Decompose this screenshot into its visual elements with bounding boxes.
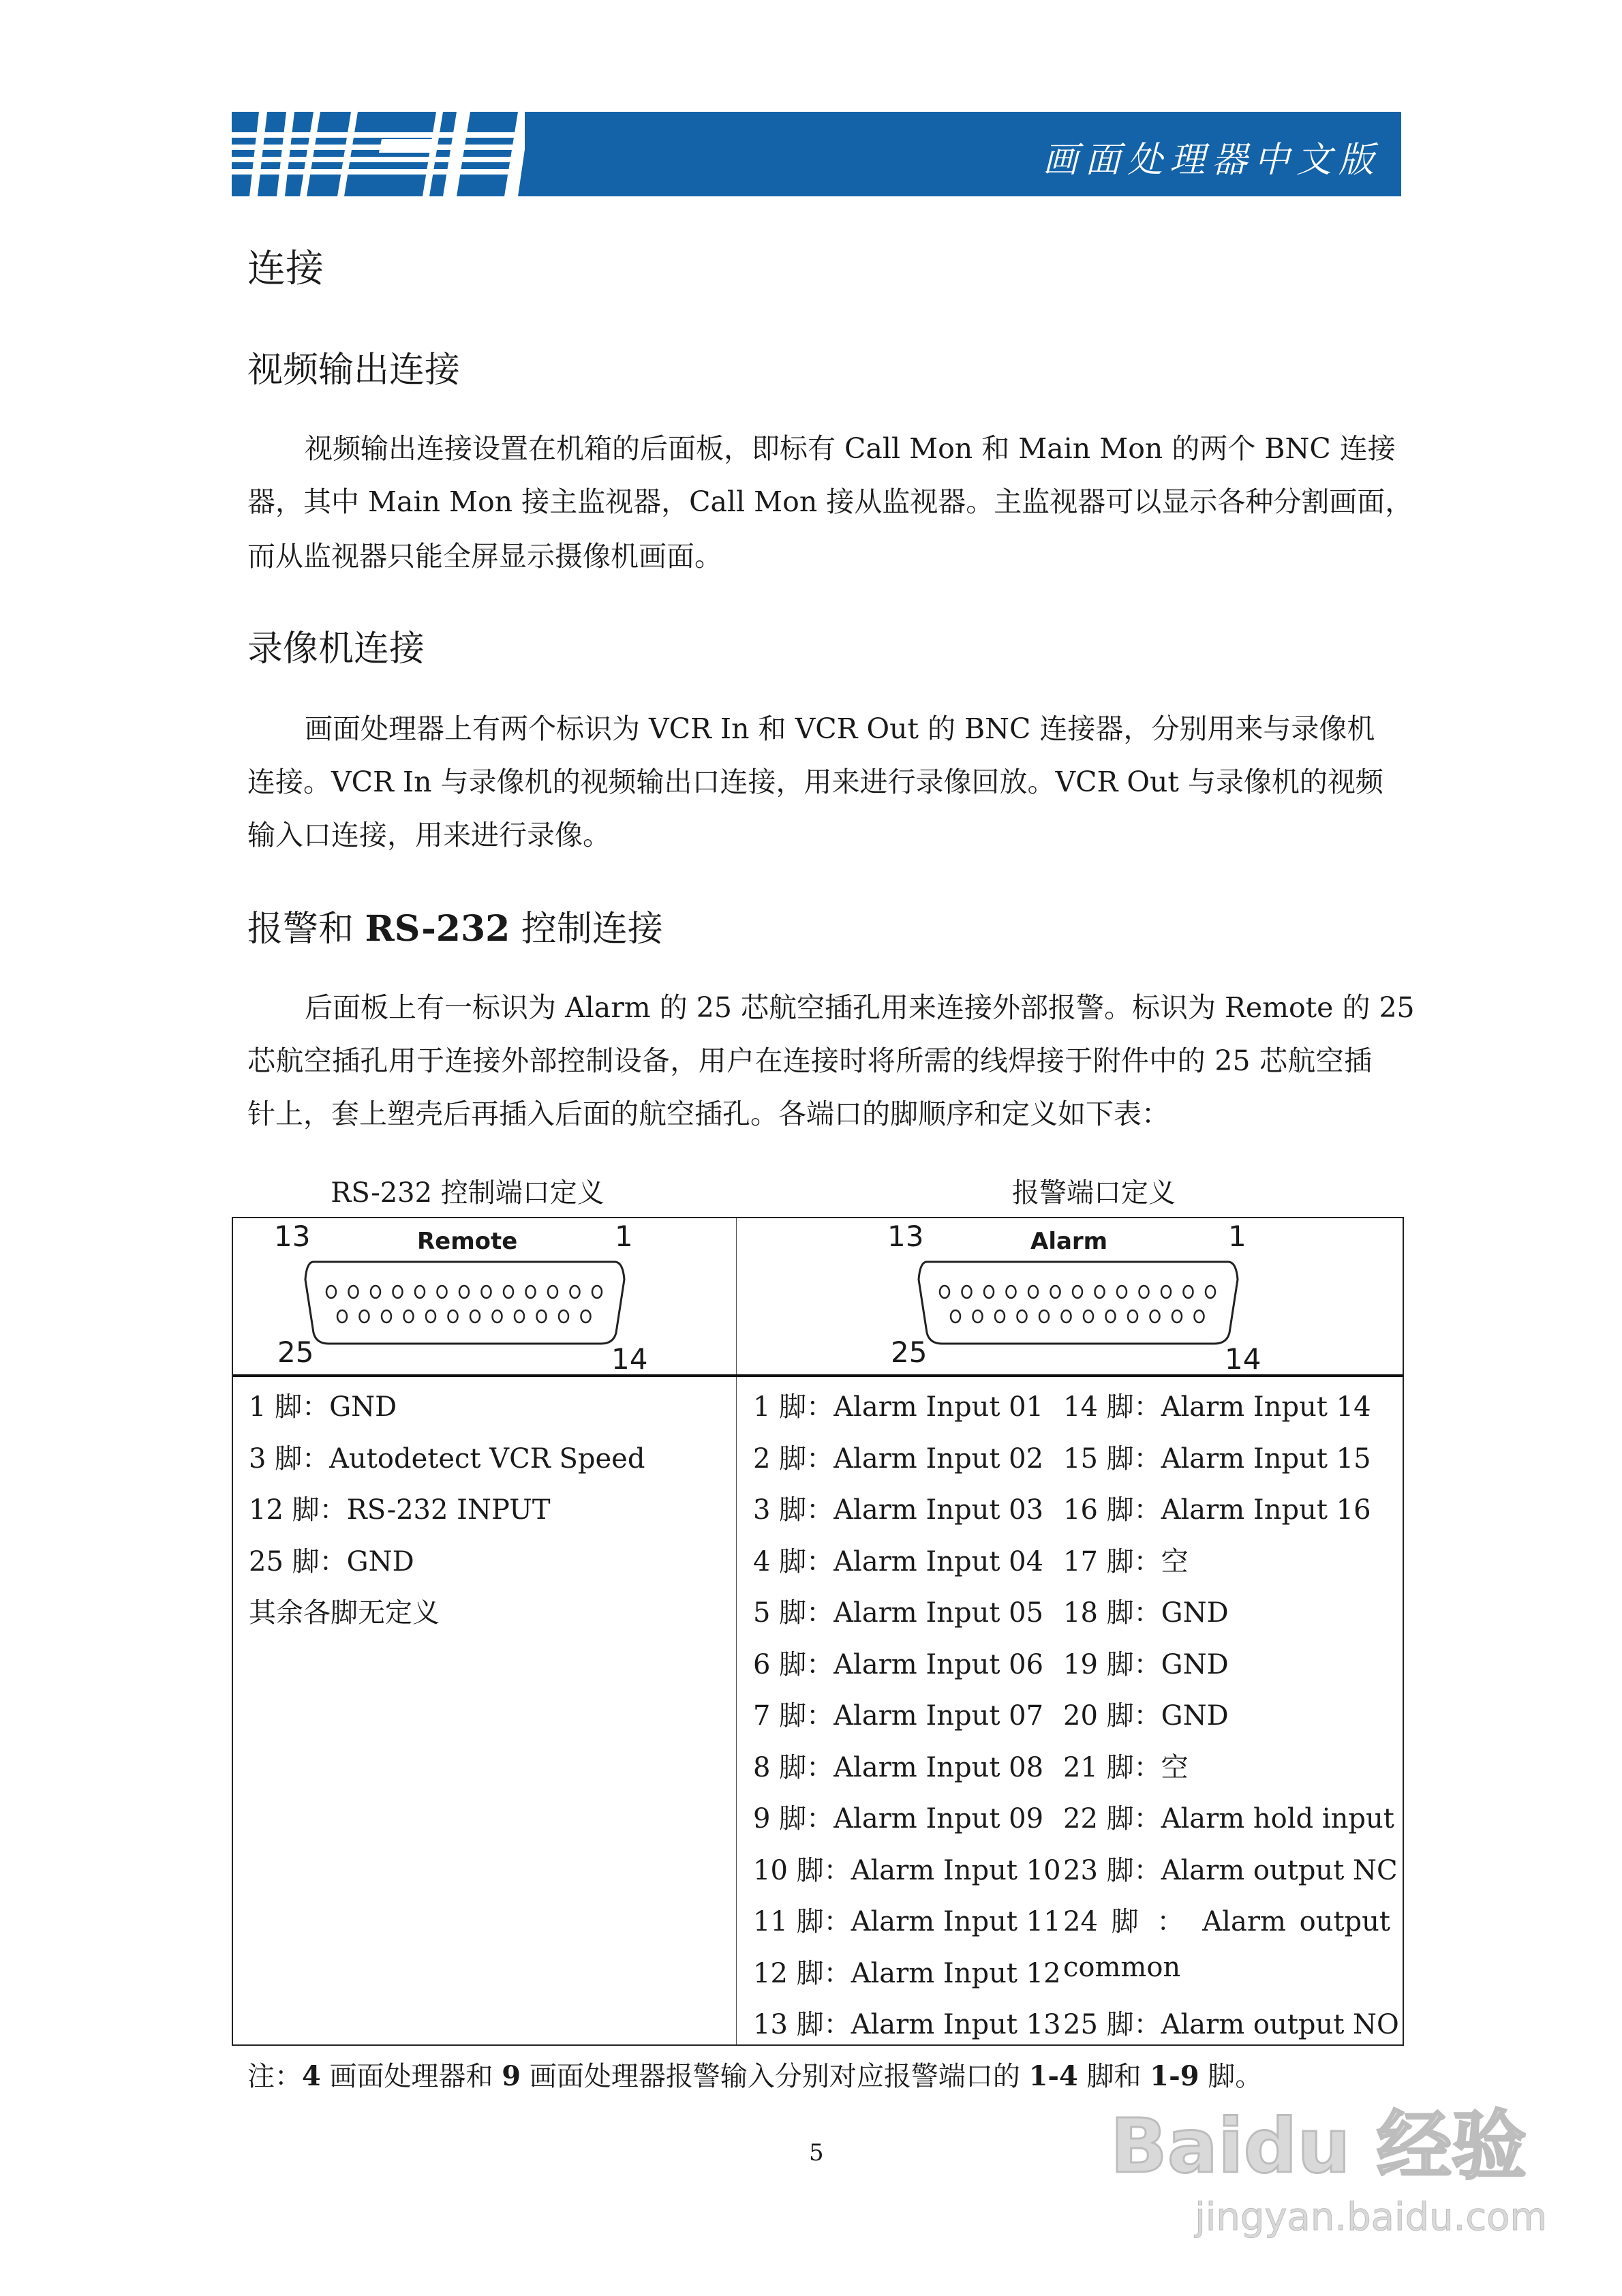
note-part: 画面处理器报警输入分别对应报警端口的 [521,2061,1029,2092]
pin-bl: 25 [891,1335,928,1369]
pin-definition: 23 脚：Alarm output NC [1063,1854,1398,1886]
pin-definition: 19 脚：GND [1063,1648,1229,1680]
db25-socket-icon [301,1259,628,1348]
wish-logo [232,112,552,207]
pin-tr: 1 [615,1220,633,1253]
note-part: 注： [247,2061,302,2092]
pin-definition: 18 脚：GND [1063,1597,1229,1629]
pin-definition: common [1063,1951,1181,1983]
pin-definition: 24 脚 ： Alarm output [1063,1906,1390,1937]
section-title-video: 视频输出连接 [247,350,461,391]
pin-definition: 2 脚：Alarm Input 02 [753,1442,1044,1475]
pin-definition: 3 脚：Autodetect VCR Speed [249,1442,645,1475]
pin-definition: 21 脚：空 [1063,1751,1189,1783]
page-title: 连接 [247,247,324,291]
pin-definition: 14 脚：Alarm Input 14 [1063,1391,1371,1423]
note-part: 脚和 [1077,2061,1150,2092]
note-part: 4 [302,2060,321,2092]
caption-alarm: 报警端口定义 [1012,1177,1176,1209]
paragraph-line: 而从监视器只能全屏显示摄像机画面。 [247,540,722,573]
pin-tl: 13 [274,1220,311,1253]
pin-br: 14 [611,1342,648,1376]
paragraph-line: 输入口连接，用来进行录像。 [247,819,611,851]
connector-diagram [233,1218,737,1374]
pin-definition: 4 脚：Alarm Input 04 [753,1545,1044,1577]
db25-socket-icon [915,1259,1242,1348]
pin-definition: 7 脚：Alarm Input 07 [753,1700,1044,1732]
pin-definition: 17 脚：空 [1063,1545,1189,1577]
watermark-url: jingyan.baidu.com [1195,2195,1547,2239]
pin-definition: 8 脚：Alarm Input 08 [753,1751,1044,1783]
pin-definition: 5 脚：Alarm Input 05 [753,1597,1044,1629]
pin-definition: 13 脚：Alarm Input 13 [753,2009,1061,2040]
pin-br: 14 [1225,1342,1261,1376]
page-header [232,112,1401,196]
pin-definition: 25 脚：GND [249,1545,414,1577]
paragraph-line: 画面处理器上有两个标识为 VCR In 和 VCR Out 的 BNC 连接器，分别用来与录像机 [305,712,1375,745]
pin-definition: 1 脚：Alarm Input 01 [753,1391,1044,1423]
pin-definition: 10 脚：Alarm Input 10 [753,1854,1061,1886]
note-part: 1-9 [1150,2060,1199,2092]
pin-bl: 25 [277,1335,314,1369]
note-part: 脚。 [1199,2061,1263,2092]
title-part: RS-232 [365,908,510,950]
title-part: 控制连接 [510,909,663,950]
paragraph-line: 连接。VCR In 与录像机的视频输出口连接，用来进行录像回放。VCR Out 与录像机的视频 [247,766,1383,798]
pin-definition: 16 脚：Alarm Input 16 [1063,1494,1371,1526]
header-bar [525,112,1401,196]
pin-definition: 15 脚：Alarm Input 15 [1063,1442,1371,1475]
label: Alarm [1030,1228,1108,1255]
pin-definition: 其余各脚无定义 [249,1597,440,1629]
connector-diagram [846,1218,1351,1374]
note-part: 9 [502,2060,521,2092]
caption-rs232: RS-232 控制端口定义 [331,1177,605,1209]
note-part: 1-4 [1028,2060,1078,2092]
pin-definition: 25 脚：Alarm output NO [1063,2009,1399,2040]
note-part: 画面处理器和 [320,2061,502,2092]
paragraph-line: 器，其中 Main Mon 接主监视器，Call Mon 接从监视器。主监视器可以显示各种分割画面， [247,485,1413,518]
paragraph-line: 芯航空插孔用于连接外部控制设备，用户在连接时将所需的线焊接于附件中的 25 芯航空插 [247,1044,1372,1077]
pin-definition: 20 脚：GND [1063,1700,1229,1732]
section-title-vcr: 录像机连接 [247,629,425,669]
page-number: 5 [809,2139,824,2166]
pin-definition: 11 脚：Alarm Input 11 [753,1906,1061,1937]
pin-definition: 12 脚：RS-232 INPUT [249,1494,551,1526]
label: Remote [417,1228,518,1255]
pin-definition-table [232,1217,1404,2046]
paragraph-line: 后面板上有一标识为 Alarm 的 25 芯航空插孔用来连接外部报警。标识为 Remote 的 25 [305,991,1415,1024]
watermark-logo: Baidu 经验 [1110,2102,1527,2190]
header-title: 画面处理器中文版 [1042,140,1381,181]
section-title-alarm [247,900,663,951]
pin-definition: 6 脚：Alarm Input 06 [753,1648,1044,1680]
pin-definition: 12 脚：Alarm Input 12 [753,1957,1061,1989]
pin-tl: 13 [887,1220,924,1253]
pin-tr: 1 [1228,1220,1246,1253]
pin-definition: 1 脚：GND [249,1391,397,1423]
title-part: 报警和 [247,909,365,950]
paragraph-line: 视频输出连接设置在机箱的后面板，即标有 Call Mon 和 Main Mon 的两个 BNC 连接 [305,432,1396,465]
pin-definition: 9 脚：Alarm Input 09 [753,1803,1044,1834]
pin-definition: 3 脚：Alarm Input 03 [753,1494,1044,1526]
paragraph-line: 针上，套上塑壳后再插入后面的航空插孔。各端口的脚顺序和定义如下表： [247,1098,1169,1130]
pin-definition: 22 脚：Alarm hold input [1063,1803,1394,1834]
